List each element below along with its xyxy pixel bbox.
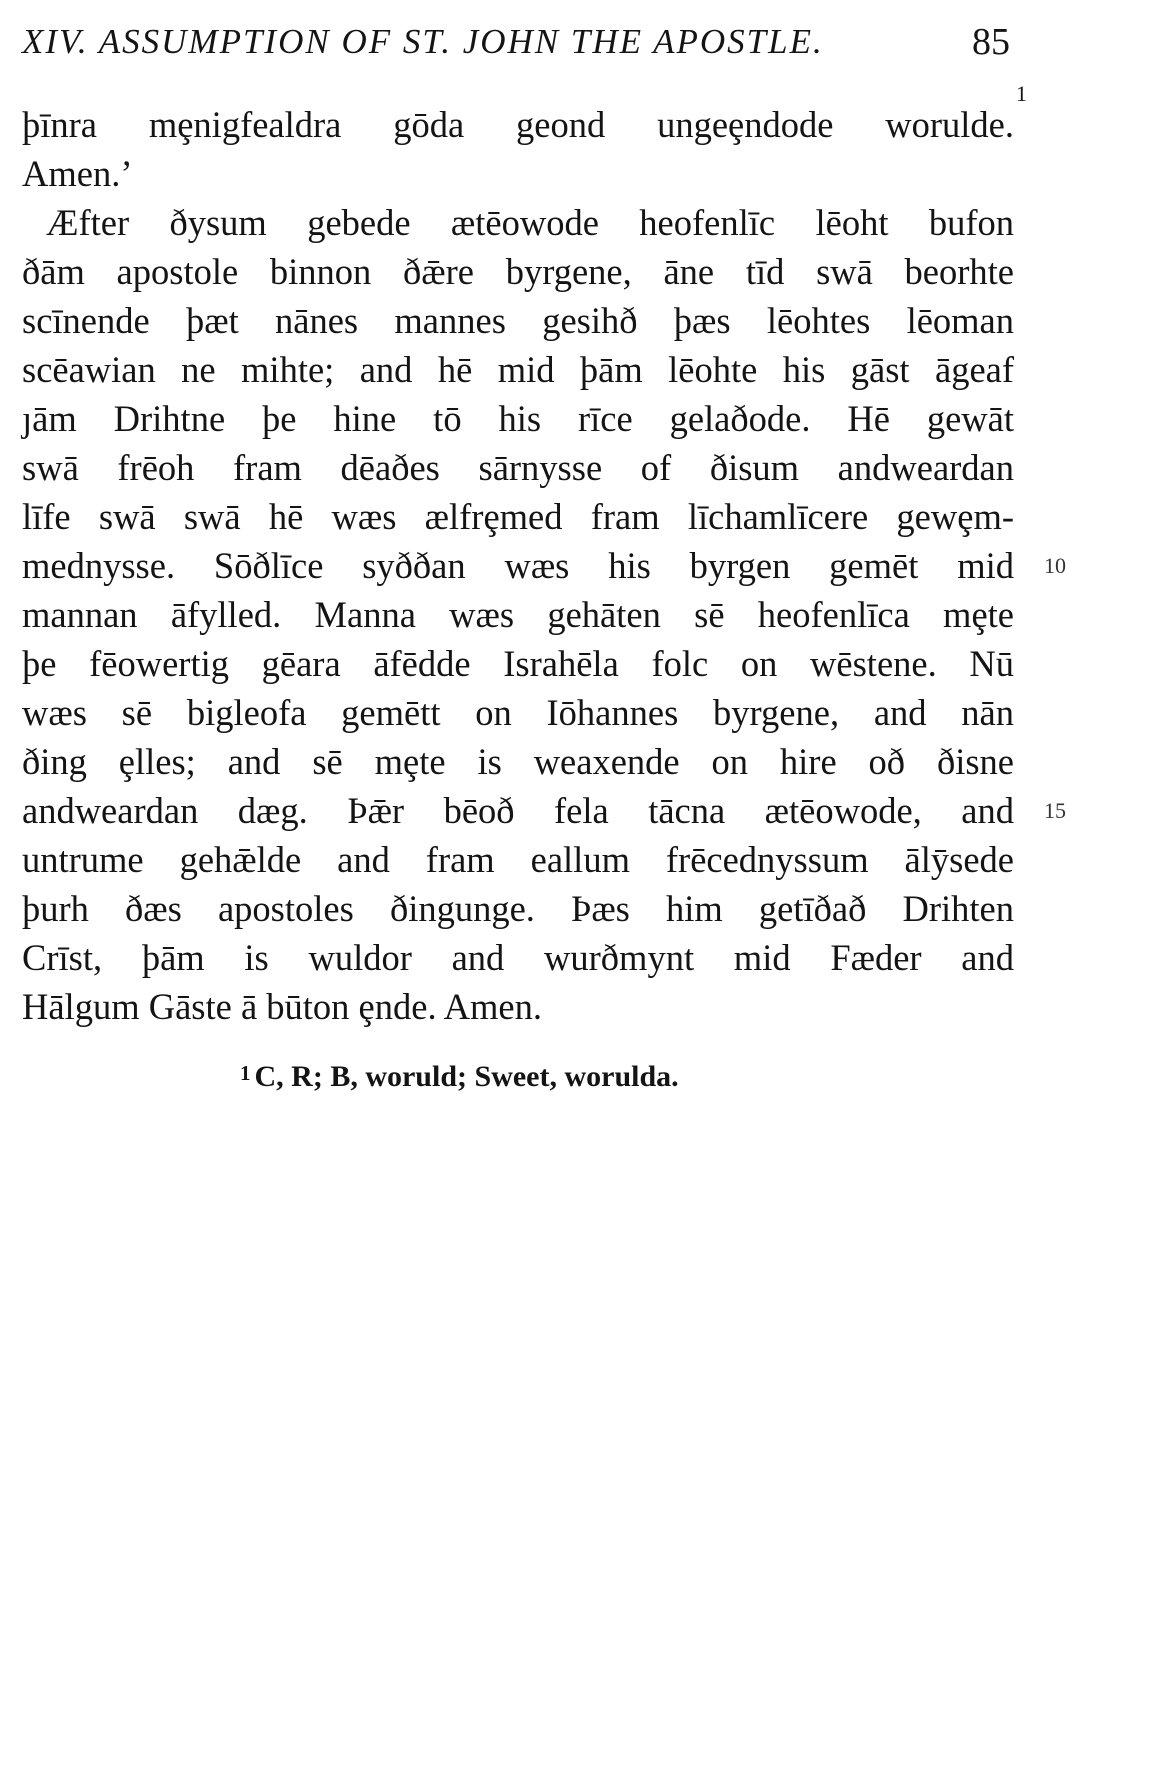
line-number-marker: 10	[1044, 553, 1066, 578]
footnote	[240, 1060, 679, 1094]
line-text: untrume gehǣlde and fram eallum frēcednyssum ālȳsede	[22, 839, 1014, 880]
text-line	[22, 149, 1022, 198]
text-line	[22, 394, 1022, 443]
line-text: līfe swā swā hē wæs ælfrȩmed fram līchamlīcere gewȩm-	[22, 496, 1014, 537]
line-text: þīnra mȩnigfealdra gōda geond ungeȩndode worulde.	[22, 104, 1014, 145]
text-line	[22, 639, 1022, 688]
line-text: ȷām Drihtne þe hine tō his rīce gelaðode. Hē gewāt	[22, 398, 1014, 439]
page-number: 85	[972, 21, 1010, 63]
body-text	[22, 81, 1066, 1031]
text-line	[22, 541, 1066, 590]
text-line	[22, 786, 1066, 835]
text-line: þīnra mȩnigfealdra gōda geond ungeȩndode worulde. 1	[22, 100, 1022, 149]
line-text: scēawian ne mihte; and hē mid þām lēohte his gāst āgeaf	[22, 349, 1014, 390]
text-line	[22, 296, 1022, 345]
text-line	[22, 884, 1022, 933]
line-text: þe fēowertig gēara āfēdde Israhēla folc on wēstene. Nū	[22, 643, 1014, 684]
text-line	[22, 590, 1022, 639]
footnote-text: C, R; B, woruld; Sweet, worulda.	[254, 1060, 679, 1093]
text-line	[22, 982, 1022, 1031]
text-line	[22, 737, 1022, 786]
line-text: þurh ðæs apostoles ðingunge. Þæs him getīðað Drihten	[22, 888, 1014, 929]
text-line	[22, 198, 1022, 247]
running-title: XIV. ASSUMPTION OF ST. JOHN THE APOSTLE.	[22, 22, 824, 61]
line-text: Amen.’	[22, 153, 133, 194]
text-line	[22, 247, 1022, 296]
line-text: swā frēoh fram dēaðes sārnysse of ðisum andweardan	[22, 447, 1014, 488]
line-text: Æfter ðysum gebede ætēowode heofenlīc lēoht bufon	[46, 202, 1014, 243]
line-text: ðing ȩlles; and sē mȩte is weaxende on hire oð ðisne	[22, 741, 1014, 782]
text-line	[22, 933, 1022, 982]
line-text: mednysse. Sōðlīce syððan wæs his byrgen gemēt mid	[22, 545, 1014, 586]
text-line	[22, 835, 1022, 884]
line-text: ðām apostole binnon ðǣre byrgene, āne tīd swā beorhte	[22, 251, 1014, 292]
line-text: mannan āfylled. Manna wæs gehāten sē heofenlīca mȩte	[22, 594, 1014, 635]
line-number-marker: 15	[1044, 798, 1066, 823]
line-text: andweardan dæg. Þǣr bēoð fela tācna ætēowode, and	[22, 790, 1014, 831]
line-text: scīnende þæt nānes mannes gesihð þæs lēohtes lēoman	[22, 300, 1014, 341]
text-line	[22, 443, 1022, 492]
footnote-mark: 1	[240, 1061, 251, 1085]
text-line	[22, 688, 1022, 737]
text-line	[22, 492, 1022, 541]
line-text: wæs sē bigleofa gemētt on Iōhannes byrgene, and nān	[22, 692, 1014, 733]
text-line	[22, 345, 1022, 394]
line-text: Hālgum Gāste ā būton ȩnde. Amen.	[22, 986, 543, 1027]
running-head	[22, 14, 1022, 70]
line-text: Crīst, þām is wuldor and wurðmynt mid Fæder and	[22, 937, 1014, 978]
